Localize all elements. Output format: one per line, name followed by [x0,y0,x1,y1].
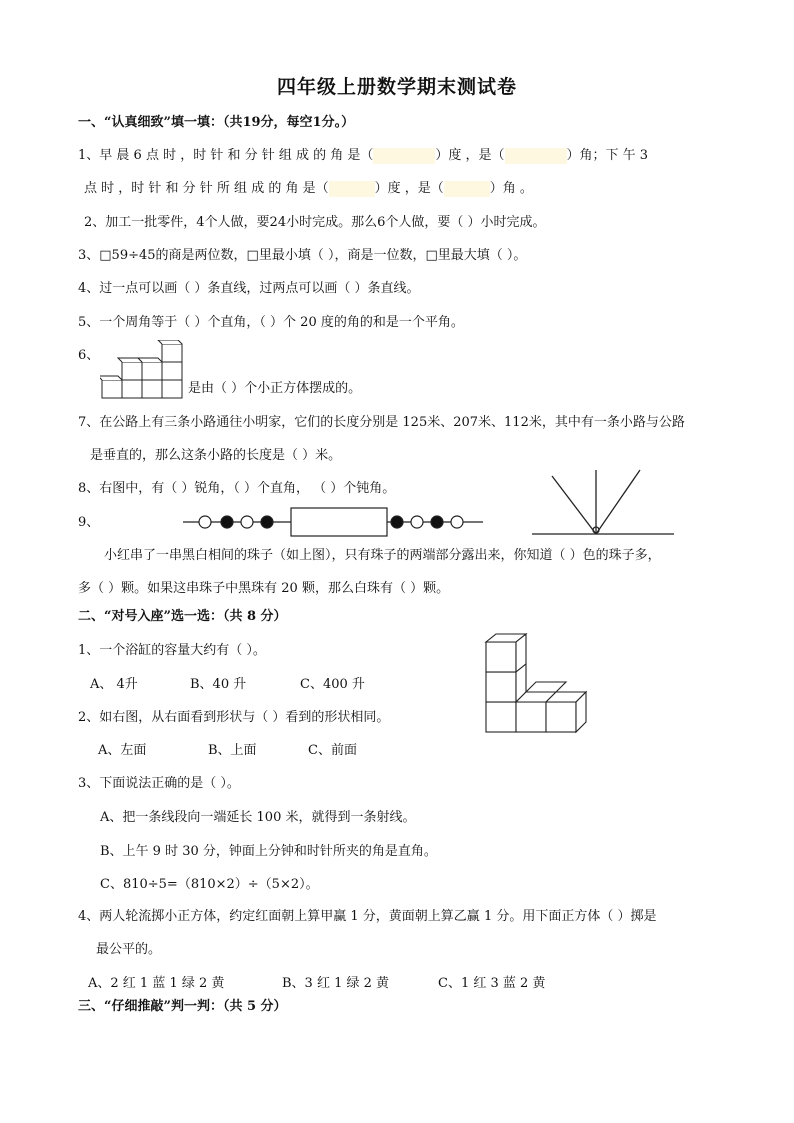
s2-q2-option-c[interactable]: C、前面 [308,743,357,758]
q6-number: 6、 [78,348,100,363]
q7-line2: 是垂直的，那么这条小路的长度是（ ）米。 [90,448,342,463]
q1-line1 [78,147,648,165]
bead-string-figure [183,504,483,544]
s2-q1-option-b[interactable]: B、40 升 [190,677,247,692]
section1-heading: 一、“认真细致”填一填：（共19分，每空1分。） [78,115,355,130]
q1-text-e: ）度 ，是（ [374,181,444,196]
q1-text-f: ）角 。 [489,181,533,196]
q6-cubes-figure [100,340,186,402]
white-bead [241,516,253,528]
q1-text-a: 1、早 晨 6 点 时 ，时 针 和 分 针 组 成 的 角 是（ [78,148,374,163]
white-bead [199,516,211,528]
q1-blank-4[interactable] [444,181,490,197]
q1-text-d: 点 时 ，时 针 和 分 针 所 组 成 的 角 是（ [84,181,329,196]
white-bead [451,516,463,528]
q1-blank-2[interactable] [505,148,567,164]
s2-q3-option-a[interactable]: A、把一条线段向一端延长 100 米，就得到一条射线。 [100,810,416,825]
section3-heading: 三、“仔细推敲”判一判：（共 5 分） [78,999,287,1014]
s2-q2-option-a[interactable]: A、左面 [98,743,147,758]
s2-q2-option-b[interactable]: B、上面 [208,743,257,758]
q9-number: 9、 [78,515,100,530]
s2-q4-option-a[interactable]: A、2 红 1 蓝 1 绿 2 黄 [88,976,225,991]
s2-cubes-figure [480,630,590,736]
q1-blank-1[interactable] [373,148,435,164]
q1-blank-3[interactable] [329,181,375,197]
covered-box [291,508,387,536]
s2-q1: 1、一个浴缸的容量大约有（ ）。 [78,643,266,658]
section2-heading: 二、“对号入座”选一选：（共 8 分） [78,609,287,624]
s2-q3-option-b[interactable]: B、上午 9 时 30 分，钟面上分钟和时针所夹的角是直角。 [100,844,437,859]
s2-q4-line2: 最公平的。 [96,942,162,957]
s2-q4-line1: 4、两人轮流掷小正方体，约定红面朝上算甲赢 1 分，黄面朝上算乙赢 1 分。用下面正方体（ ）掷是 [78,909,657,924]
black-bead [431,516,443,528]
q9-line1: 小红串了一串黑白相间的珠子（如上图），只有珠子的两端部分露出来，你知道（ ）色的珠子多， [104,548,661,563]
black-bead [261,516,273,528]
q3: 3、□59÷45的商是两位数，□里最小填（ ），商是一位数，□里最大填（ ）。 [78,248,527,263]
angle-figure [528,468,678,540]
q8: 8、右图中，有（ ）锐角，（ ）个直角， （ ）个钝角。 [78,481,396,496]
s2-q3-option-c[interactable]: C、810÷5=（810×2）÷（5×2）。 [100,877,319,892]
s2-q4-option-b[interactable]: B、3 红 1 绿 2 黄 [282,976,390,991]
q1-text-c: ）角；下 午 3 [566,148,649,163]
s2-q2: 2、如右图，从右面看到形状与（ ）看到的形状相同。 [78,710,390,725]
q4: 4、过一点可以画（ ）条直线，过两点可以画（ ）条直线。 [78,281,420,296]
q1-text-b: ）度 ，是（ [435,148,505,163]
s2-q1-option-a[interactable]: A、 4升 [90,677,138,692]
q6-text: 是由（ ）个小正方体摆成的。 [188,381,362,396]
black-bead [221,516,233,528]
black-bead [391,516,403,528]
q1-line2 [84,180,533,198]
q7-line1: 7、在公路上有三条小路通往小明家，它们的长度分别是 125米、207米、112米，其中有一条小路与公路 [78,415,685,430]
q2: 2、加工一批零件，4个人做，要24小时完成。那么6个人做，要（ ）小时完成。 [84,215,546,230]
white-bead [411,516,423,528]
s2-q1-option-c[interactable]: C、400 升 [300,677,365,692]
q9-line2: 多（ ）颗。如果这串珠子中黑珠有 20 颗，那么白珠有（ ）颗。 [78,581,450,596]
q5: 5、一个周角等于（ ）个直角，（ ）个 20 度的角的和是一个平角。 [78,315,464,330]
s2-q3: 3、下面说法正确的是（ ）。 [78,776,240,791]
page-title: 四年级上册数学期末测试卷 [276,76,517,98]
s2-q4-option-c[interactable]: C、1 红 3 蓝 2 黄 [438,976,546,991]
